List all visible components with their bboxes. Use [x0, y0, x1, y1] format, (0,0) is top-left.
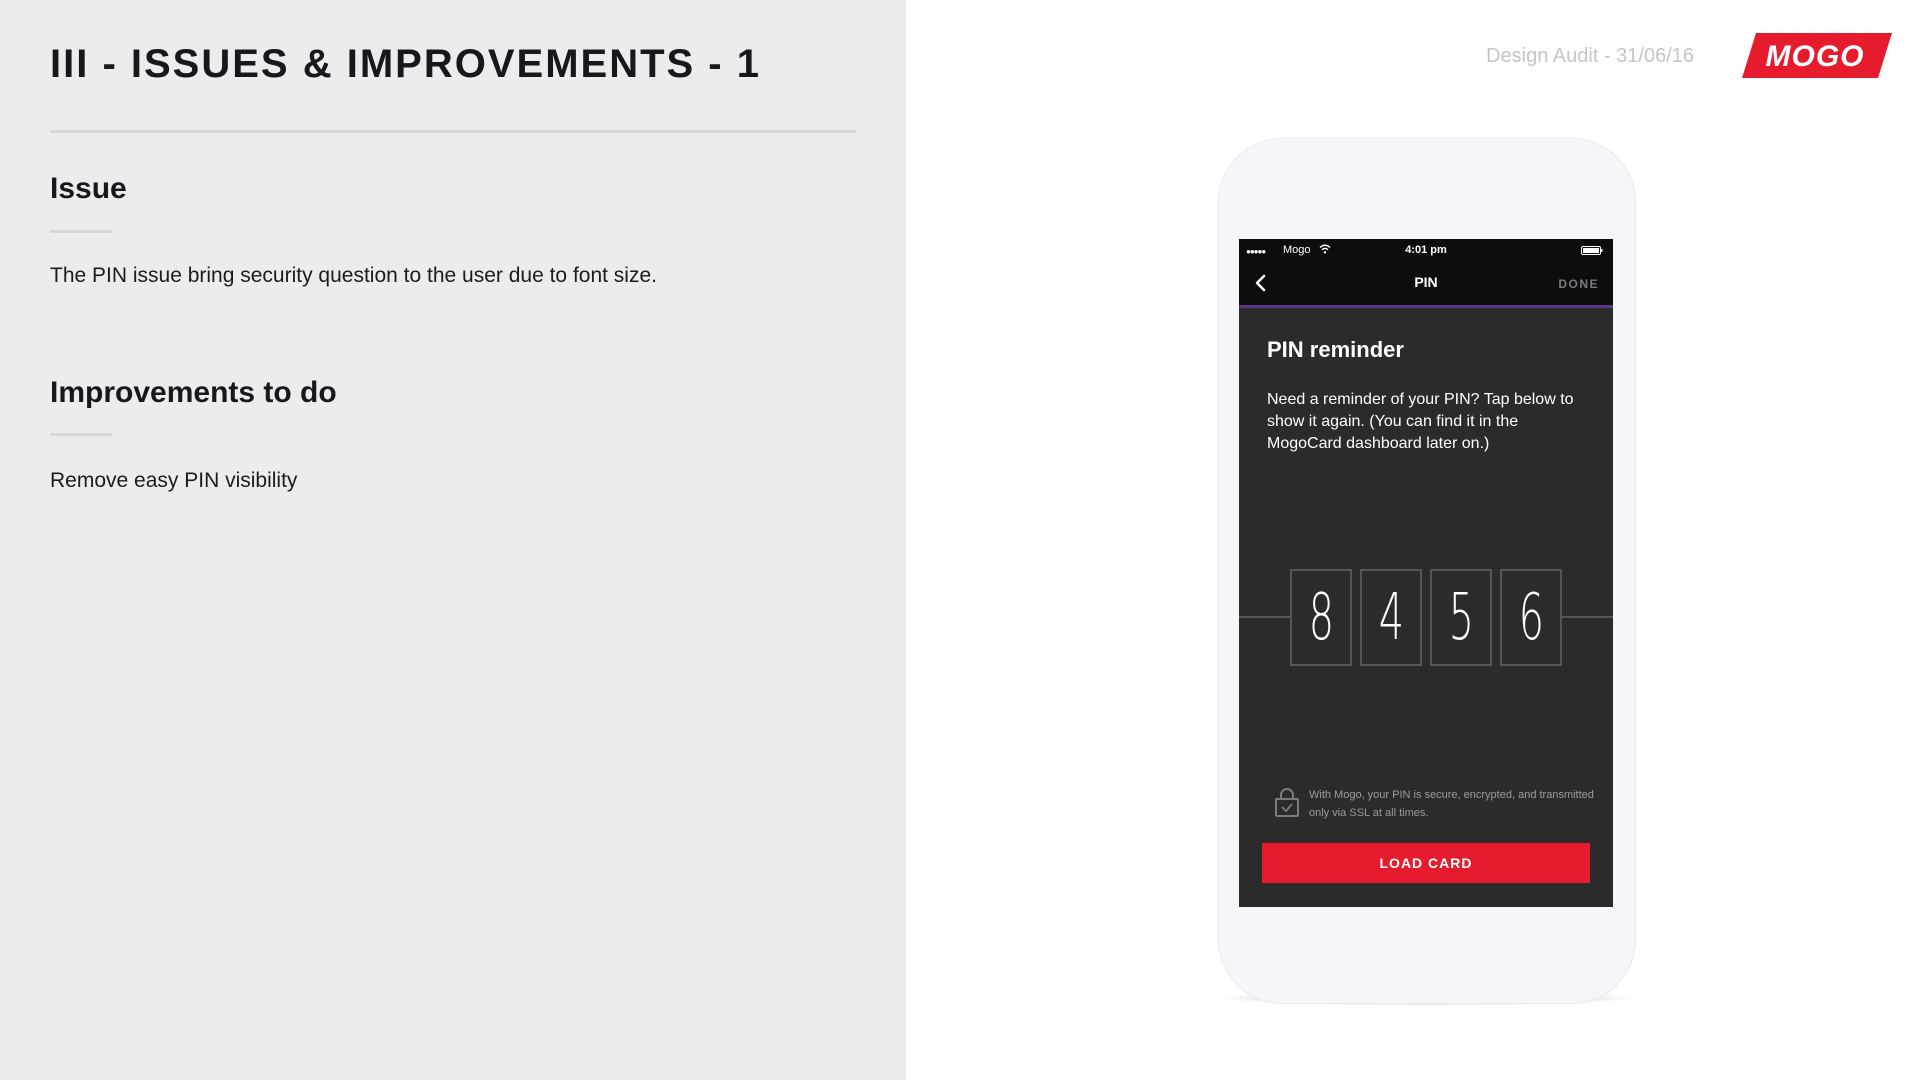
- left-panel: [0, 0, 906, 1080]
- improvements-text: Remove easy PIN visibility: [50, 469, 298, 492]
- issue-text: The PIN issue bring security question to the user due to font size.: [50, 264, 657, 287]
- status-time: 4:01 pm: [1405, 244, 1447, 256]
- pin-reminder-heading: PIN reminder: [1267, 337, 1404, 362]
- load-card-button[interactable]: LOAD CARD: [1262, 843, 1590, 883]
- audit-date-label: Design Audit - 31/06/16: [1486, 45, 1694, 67]
- nav-bar: [1239, 261, 1613, 305]
- status-bar: [1239, 239, 1613, 261]
- pin-divider-left: [1239, 616, 1291, 618]
- improvements-divider: [50, 433, 112, 436]
- done-button[interactable]: DONE: [1558, 277, 1599, 291]
- security-note: With Mogo, your PIN is secure, encrypted, and transmitted only via SSL at all times.: [1309, 789, 1594, 819]
- pin-digit: 4: [1360, 569, 1422, 666]
- battery-icon: [1581, 246, 1603, 255]
- mogo-logo: [1742, 33, 1892, 78]
- pin-reminder-text: Need a reminder of your PIN? Tap below to show it again. (You can find it in the MogoCard dashboard later on.): [1267, 391, 1574, 452]
- signal-icon: ●●●●●: [1246, 247, 1266, 256]
- phone-screen: [1239, 239, 1613, 907]
- issue-divider: [50, 230, 112, 233]
- pin-digit: 6: [1500, 569, 1562, 666]
- nav-accent-line: [1239, 305, 1613, 308]
- pin-digit: 5: [1430, 569, 1492, 666]
- carrier-label: Mogo: [1283, 244, 1311, 256]
- pin-digit: 8: [1290, 569, 1352, 666]
- lock-icon: [1274, 786, 1300, 818]
- title-divider: [50, 130, 856, 133]
- slide-title: III - ISSUES & IMPROVEMENTS - 1: [50, 42, 761, 86]
- nav-title: PIN: [1414, 274, 1438, 290]
- pin-divider-right: [1561, 616, 1613, 618]
- improvements-heading: Improvements to do: [50, 376, 337, 409]
- logo-text: MOGO: [1765, 40, 1865, 73]
- issue-heading: Issue: [50, 172, 127, 205]
